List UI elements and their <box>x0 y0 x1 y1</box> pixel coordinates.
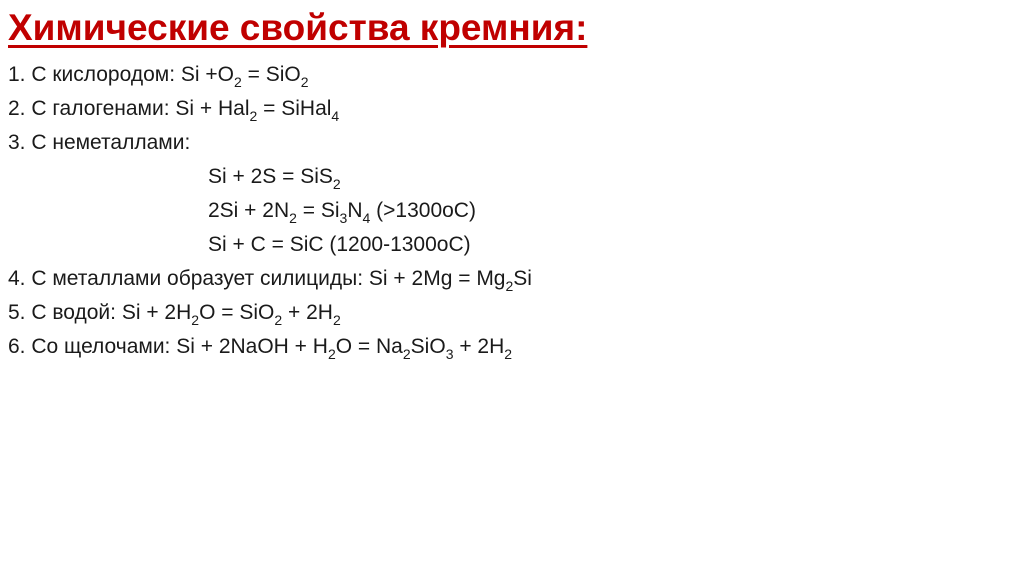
subscript: 2 <box>505 278 514 294</box>
subscript: 3 <box>445 346 454 362</box>
reaction-line <box>8 60 1016 94</box>
reaction-line <box>8 230 1016 264</box>
subscript: 2 <box>191 312 200 328</box>
line-text: N <box>347 199 363 222</box>
line-text: + 2H <box>453 335 505 358</box>
reaction-list <box>8 60 1016 366</box>
subscript: 2 <box>504 346 513 362</box>
reaction-line <box>8 128 1016 162</box>
reaction-line <box>8 332 1016 366</box>
reaction-line <box>8 196 1016 230</box>
subscript: 2 <box>233 74 242 90</box>
line-text: = SiHal <box>257 97 332 120</box>
line-text: 6. Со щелочами: Si + 2NaOH + H <box>8 335 328 358</box>
line-text: SiO <box>410 335 446 358</box>
subscript: 4 <box>331 108 340 124</box>
line-text: 4. С металлами образует силициды: Si + 2Mg = Mg <box>8 267 506 290</box>
line-text: = SiO <box>241 63 301 86</box>
line-text: 3. С неметаллами: <box>8 131 191 154</box>
subscript: 4 <box>362 210 371 226</box>
line-text: 1. С кислородом: Si +O <box>8 63 234 86</box>
slide-title: Химические свойства кремния: <box>8 7 588 48</box>
line-text: + 2H <box>282 301 333 324</box>
subscript: 2 <box>402 346 411 362</box>
line-text: O = Na <box>335 335 403 358</box>
line-text: = Si <box>296 199 340 222</box>
line-text: 2. С галогенами: Si + Hal <box>8 97 250 120</box>
subscript: 2 <box>274 312 283 328</box>
line-text: (>1300oC) <box>370 199 476 222</box>
line-text: 2Si + 2N <box>208 199 290 222</box>
subscript: 2 <box>332 176 341 192</box>
subscript: 2 <box>289 210 297 226</box>
subscript: 2 <box>332 312 341 328</box>
line-text: Si + C = SiC (1200-1300oC) <box>208 233 471 256</box>
line-text: Si + 2S = SiS <box>208 165 333 188</box>
reaction-line <box>8 298 1016 332</box>
line-text: O = SiO <box>199 301 275 324</box>
reaction-line <box>8 94 1016 128</box>
line-text: 5. С водой: Si + 2H <box>8 301 192 324</box>
subscript: 2 <box>300 74 309 90</box>
subscript: 3 <box>339 210 348 226</box>
subscript: 2 <box>249 108 258 124</box>
subscript: 2 <box>327 346 336 362</box>
reaction-line <box>8 162 1016 196</box>
line-text: Si <box>513 267 532 290</box>
reaction-line <box>8 264 1016 298</box>
